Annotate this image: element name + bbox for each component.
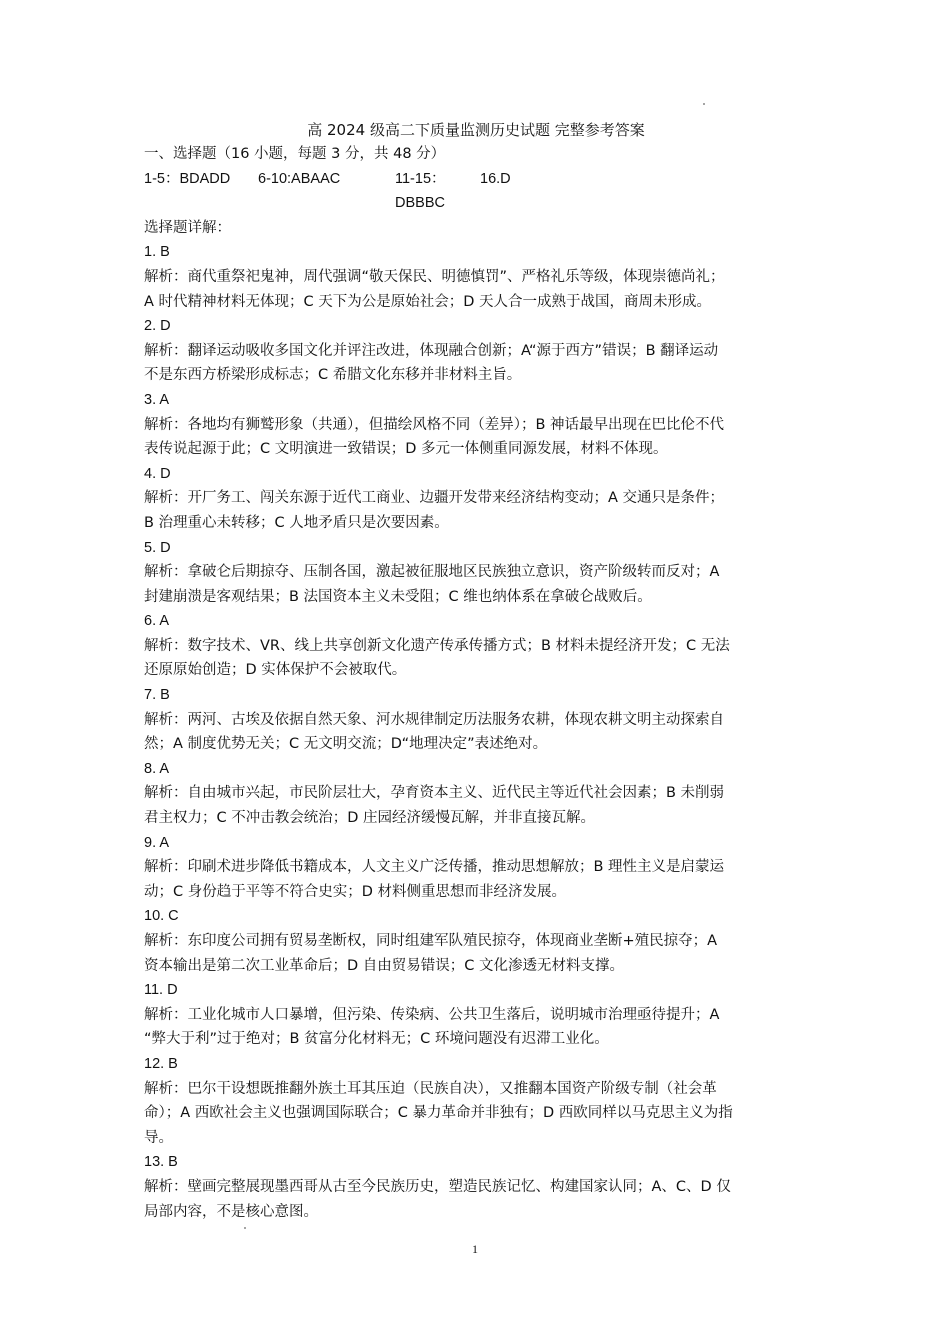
analysis-item — [144, 1052, 808, 1150]
document-page — [144, 118, 808, 1224]
question-answer: 6. A — [144, 613, 169, 630]
analysis-line: 还原原始创造；D 实体保护不会被取代。 — [144, 662, 407, 679]
analysis-line: 解析：两河、古埃及依据自然天象、河水规律制定历法服务农耕，体现农耕文明主动探索自 — [144, 711, 724, 728]
analysis-line: 君主权力；C 不冲击教会统治；D 庄园经济缓慢瓦解，并非直接瓦解。 — [144, 810, 596, 827]
analysis-line: 解析：壁画完整展现墨西哥从古至今民族历史，塑造民族记忆、构建国家认同；A、C、D 仅 — [144, 1178, 731, 1195]
page-number: 1 — [472, 1242, 478, 1256]
analysis-item — [144, 831, 808, 905]
section-heading: 一、选择题（16 小题，每题 3 分，共 48 分） — [144, 146, 446, 162]
analysis-line: 解析：自由城市兴起，市民阶层壮大，孕育资本主义、近代民主等近代社会因素；B 未削弱 — [144, 785, 725, 802]
analysis-item — [144, 388, 808, 462]
decorative-dot — [244, 1227, 246, 1229]
analysis-line: 表传说起源于此；C 文明演进一致错误；D 多元一体侧重同源发展，材料不体现。 — [144, 441, 668, 458]
answer-group-4: 16.D — [480, 170, 511, 187]
analysis-line: “弊大于利”过于绝对；B 贫富分化材料无；C 环境问题没有迟滞工业化。 — [144, 1031, 609, 1048]
analysis-item — [144, 757, 808, 831]
analysis-line: 解析：印刷术进步降低书籍成本，人文主义广泛传播，推动思想解放；B 理性主义是启蒙运 — [144, 859, 725, 876]
question-answer: 8. A — [144, 760, 169, 777]
analysis-line: 动；C 身份趋于平等不符合史实；D 材料侧重思想而非经济发展。 — [144, 883, 567, 900]
question-answer: 3. A — [144, 391, 169, 408]
answer-key-row — [144, 167, 808, 216]
details-heading: 选择题详解： — [144, 219, 231, 236]
analysis-item — [144, 904, 808, 978]
analysis-line: 解析：各地均有狮鹫形象（共通），但描绘风格不同（差异）；B 神话最早出现在巴比伦不代 — [144, 416, 725, 433]
question-answer: 11. D — [144, 982, 178, 999]
question-answer: 12. B — [144, 1055, 178, 1072]
answer-group-2: 6-10:ABAAC — [258, 170, 341, 187]
question-answer: 4. D — [144, 465, 171, 482]
analysis-line: A 时代精神材料无体现；C 天下为公是原始社会；D 天人合一成熟于战国，商周未形成。 — [144, 293, 712, 310]
analysis-line: 然；A 制度优势无关；C 无文明交流；D“地理决定”表述绝对。 — [144, 736, 548, 753]
question-answer: 13. B — [144, 1154, 178, 1171]
document-title: 高 2024 级高二下质量监测历史试题 完整参考答案 — [307, 121, 645, 139]
analysis-line: 封建崩溃是客观结果；B 法国资本主义未受阻；C 维也纳体系在拿破仑战败后。 — [144, 588, 652, 605]
analysis-item — [144, 609, 808, 683]
analysis-item — [144, 314, 808, 388]
analysis-list — [144, 240, 808, 1224]
analysis-line: 命）；A 西欧社会主义也强调国际联合；C 暴力革命并非独有；D 西欧同样以马克思主义为指 — [144, 1105, 733, 1122]
analysis-line: 解析：翻译运动吸收多国文化并评注改进，体现融合创新；A“源于西方”错误；B 翻译运动 — [144, 342, 719, 359]
question-answer: 1. B — [144, 244, 170, 261]
analysis-item — [144, 978, 808, 1052]
question-answer: 9. A — [144, 834, 169, 851]
answer-group-3: 11-15：DBBBC — [395, 170, 446, 212]
question-answer: 5. D — [144, 539, 171, 556]
decorative-dot — [703, 103, 705, 105]
analysis-line: 导。 — [144, 1129, 173, 1146]
analysis-line: 局部内容，不是核心意图。 — [144, 1203, 318, 1220]
analysis-line: 解析：工业化城市人口暴增，但污染、传染病、公共卫生落后，说明城市治理亟待提升；A — [144, 1006, 720, 1023]
answer-group-1: 1-5：BDADD — [144, 170, 231, 187]
analysis-line: 解析：拿破仑后期掠夺、压制各国，激起被征服地区民族独立意识，资产阶级转而反对；A — [144, 564, 720, 581]
question-answer: 7. B — [144, 687, 170, 704]
analysis-line: 解析：东印度公司拥有贸易垄断权，同时组建军队殖民掠夺，体现商业垄断+殖民掠夺；A — [144, 933, 718, 949]
analysis-item — [144, 683, 808, 757]
analysis-line: 不是东西方桥梁形成标志；C 希腊文化东移并非材料主旨。 — [144, 367, 522, 384]
analysis-line: 解析：数字技术、VR、线上共享创新文化遗产传承传播方式；B 材料未提经济开发；C 无法 — [144, 637, 730, 654]
analysis-item — [144, 536, 808, 610]
analysis-line: 资本输出是第二次工业革命后；D 自由贸易错误；C 文化渗透无材料支撑。 — [144, 957, 625, 974]
analysis-line: B 治理重心未转移；C 人地矛盾只是次要因素。 — [144, 514, 449, 531]
analysis-line: 解析：商代重祭祀鬼神，周代强调“敬天保民、明德慎罚”、严格礼乐等级，体现崇德尚礼； — [144, 268, 725, 285]
analysis-item — [144, 462, 808, 536]
question-answer: 10. C — [144, 908, 179, 925]
question-answer: 2. D — [144, 318, 171, 335]
analysis-line: 解析：开厂务工、闯关东源于近代工商业、边疆开发带来经济结构变动；A 交通只是条件； — [144, 490, 725, 507]
analysis-item — [144, 240, 808, 314]
analysis-item — [144, 1150, 808, 1224]
analysis-line: 解析：巴尔干设想既推翻外族土耳其压迫（民族自决），又推翻本国资产阶级专制（社会革 — [144, 1080, 717, 1097]
